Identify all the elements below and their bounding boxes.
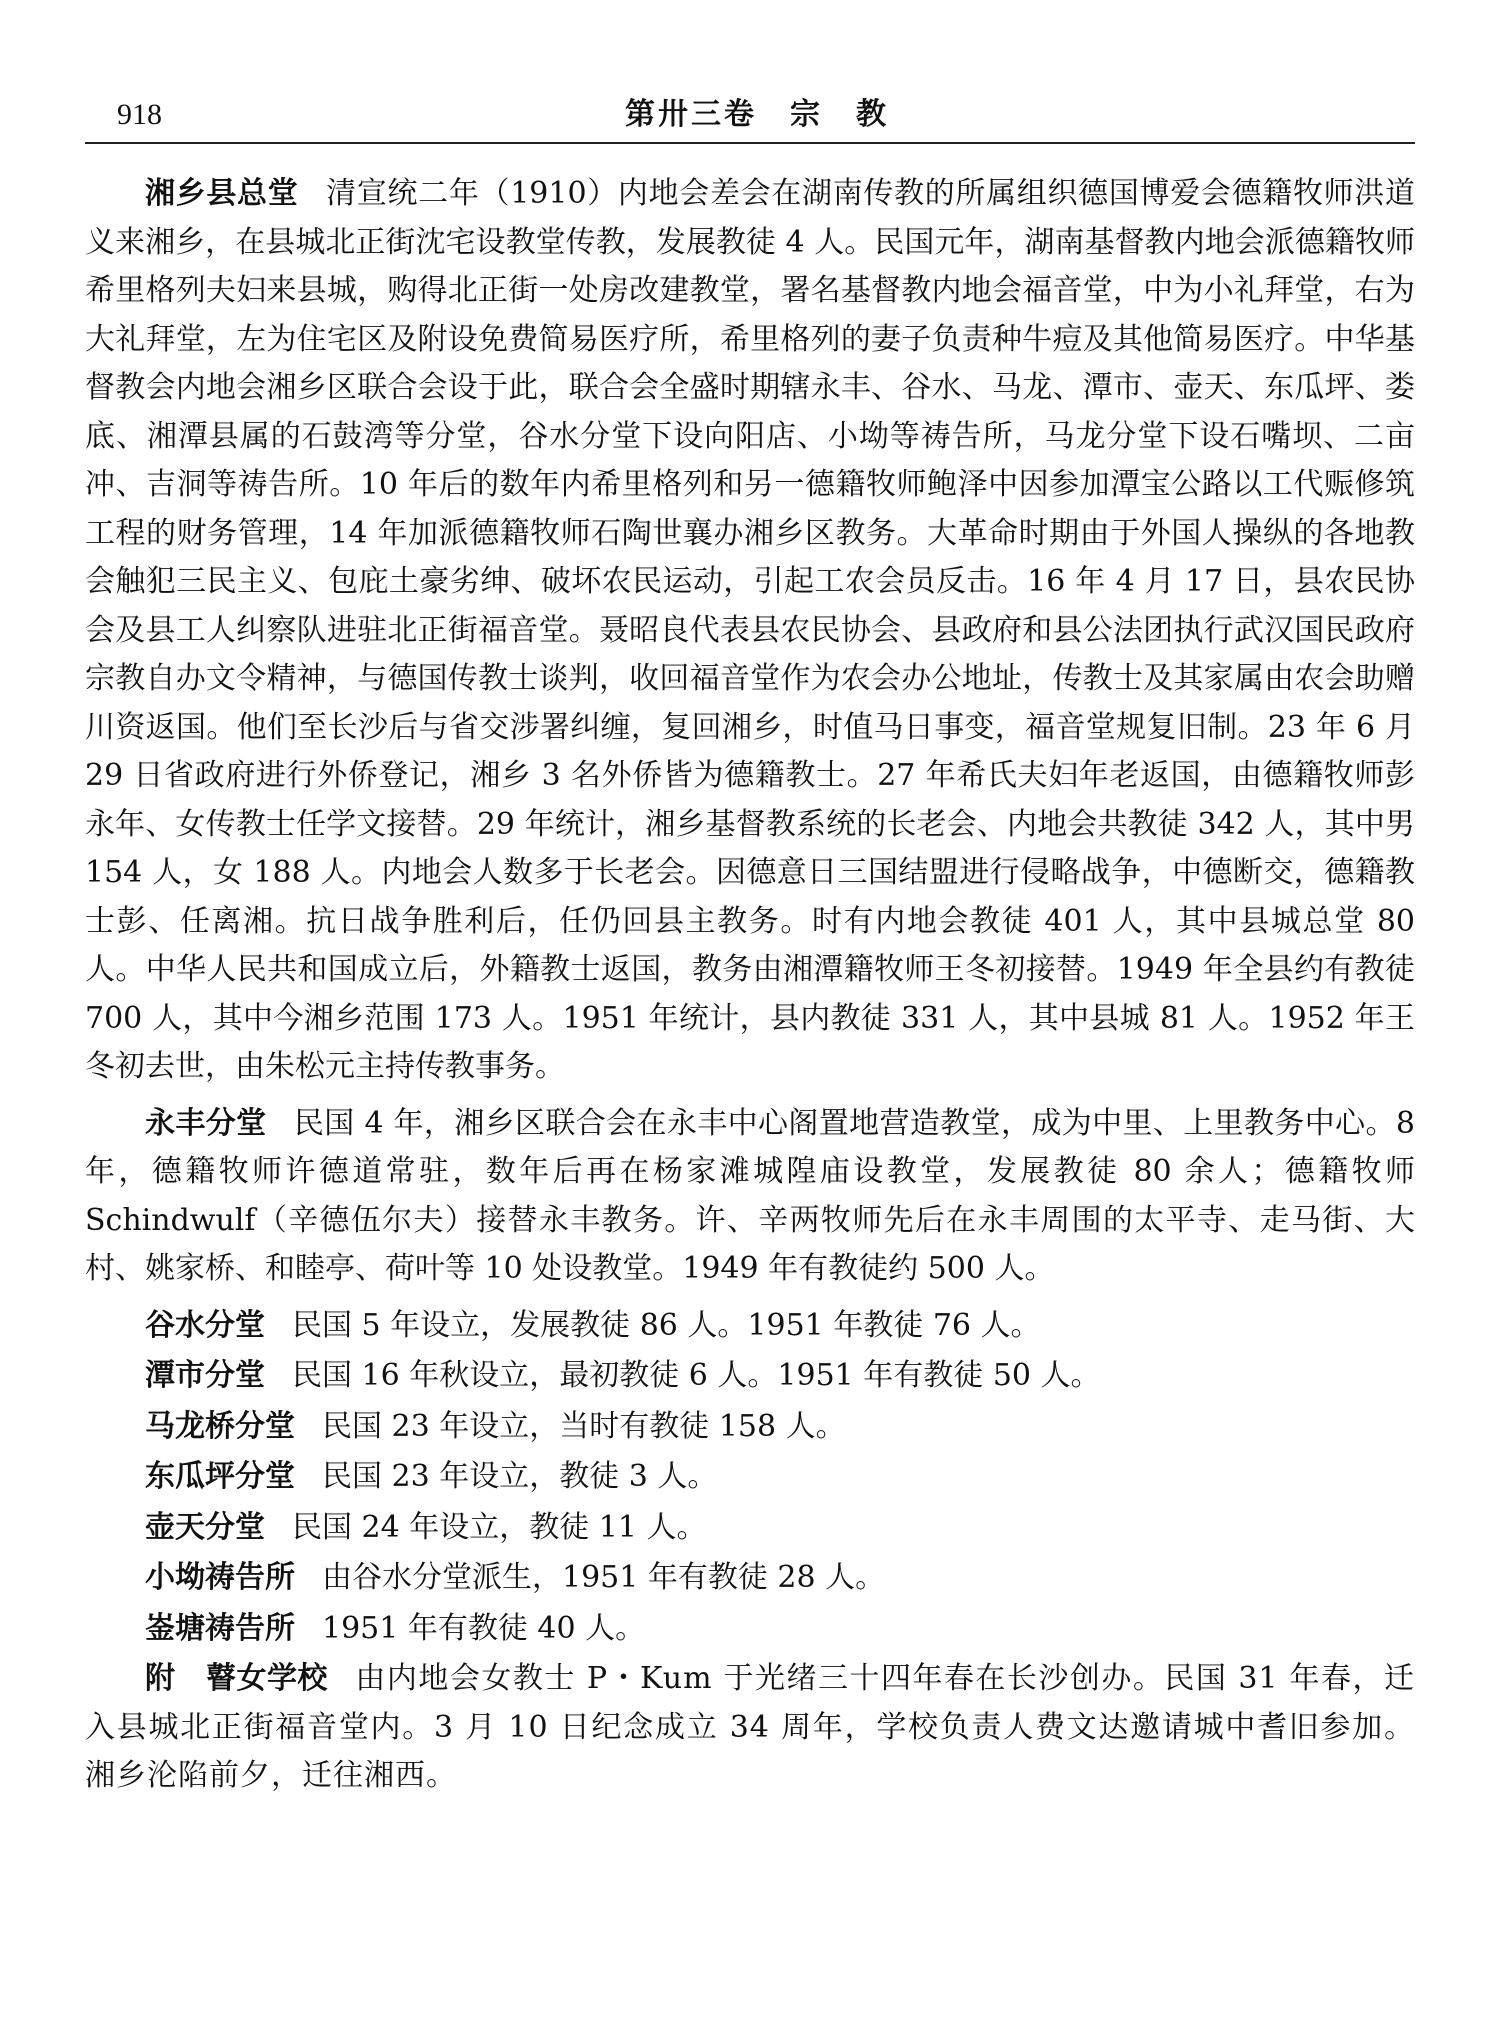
- entry-tanshi-branch: [85, 1352, 1415, 1401]
- entry-xiaoao-prayer-house: [85, 1554, 1415, 1603]
- running-title: 第卅三卷 宗 教: [625, 97, 889, 132]
- entry-blind-girls-school: [85, 1655, 1415, 1801]
- entry-gushui-branch: [85, 1302, 1415, 1351]
- entry-term: 东瓜坪分堂: [145, 1459, 295, 1494]
- entry-body: 1951 年有教徒 40 人。: [322, 1610, 646, 1646]
- entry-term: 谷水分堂: [145, 1307, 265, 1343]
- entry-term: 湘乡县总堂: [145, 176, 299, 211]
- entry-body: 民国 16 年秋设立，最初教徒 6 人。1951 年有教徒 50 人。: [292, 1358, 1101, 1393]
- entry-term: 崟塘祷告所: [145, 1610, 295, 1646]
- entry-body: 民国 24 年设立，教徒 11 人。: [292, 1509, 707, 1545]
- page-body: [85, 170, 1415, 1809]
- entry-xiangxiang-main-church: [85, 170, 1415, 1092]
- entry-body: 民国 4 年，湘乡区联合会在永丰中心阁置地营造教堂，成为中里、上里教务中心。8 年，德籍牧师许德道常驻，数年后再在杨家滩城隍庙设教堂，发展教徒 80 余人；德籍牧师 Schindwulf（辛德伍尔夫）接替永丰教务。许、辛两牧师先后在永丰周围的太平寺、走马街、大村、姚家桥、和睦亭、荷叶等 10 处设教堂。1949 年有教徒约 500 人。: [85, 1105, 1415, 1286]
- entry-term: 马龙桥分堂: [145, 1408, 295, 1444]
- entry-term: 小坳祷告所: [145, 1560, 295, 1595]
- entry-term: 潭市分堂: [145, 1358, 265, 1393]
- entry-term: 壶天分堂: [145, 1509, 265, 1545]
- entry-yongfeng-branch: [85, 1100, 1415, 1294]
- entry-body: 由谷水分堂派生，1951 年有教徒 28 人。: [322, 1560, 886, 1595]
- entry-malongqiao-branch: [85, 1403, 1415, 1452]
- entry-body: 清宣统二年（1910）内地会差会在湖南传教的所属组织德国博爱会德籍牧师洪道义来湘乡，在县城北正街沈宅设教堂传教，发展教徒 4 人。民国元年，湖南基督教内地会派德籍牧师希里格列夫妇来县城，购得北正街一处房改建教堂，署名基督教内地会福音堂，中为小礼拜堂，右为大礼拜堂，左为住宅区及附设免费简易医疗所，希里格列的妻子负责种牛痘及其他简易医疗。中华基督教会内地会湘乡区联合会设于此，联合会全盛时期辖永丰、谷水、马龙、潭市、壶天、东瓜坪、娄底、湘潭县属的石鼓湾等分堂，谷水分堂下设向阳店、小坳等祷告所，马龙分堂下设石嘴坝、二亩冲、吉洞等祷告所。10 年后的数年内希里格列和另一德籍牧师鲍泽中因参加潭宝公路以工代赈修筑工程的财务管理，14 年加派德籍牧师石陶世襄办湘乡区教务。大革命时期由于外国人操纵的各地教会触犯三民主义、包庇土豪劣绅、破坏农民运动，引起工农会员反击。16 年 4 月 17 日，县农民协会及县工人纠察队进驻北正街福音堂。聂昭良代表县农民协会、县政府和县公法团执行武汉国民政府宗教自办文令精神，与德国传教士谈判，收回福音堂作为农会办公地址，传教士及其家属由农会助赠川资返国。他们至长沙后与省交涉署纠缠，复回湘乡，时值马日事变，福音堂规复旧制。23 年 6 月 29 日省政府进行外侨登记，湘乡 3 名外侨皆为德籍教士。27 年希氏夫妇年老返国，由德籍牧师彭永年、女传教士任学文接替。29 年统计，湘乡基督教系统的长老会、内地会共教徒 342 人，其中男 154 人，女 188 人。内地会人数多于长老会。因德意日三国结盟进行侵略战争，中德断交，德籍教士彭、任离湘。抗日战争胜利后，任仍回县主教务。时有内地会教徒 401 人，其中县城总堂 80 人。中华人民共和国成立后，外籍教士返国，教务由湘潭籍牧师王冬初接替。1949 年全县约有教徒 700 人，其中今湘乡范围 173 人。1951 年统计，县内教徒 331 人，其中县城 81 人。1952 年王冬初去世，由朱松元主持传教事务。: [85, 176, 1415, 1084]
- entry-body: 民国 23 年设立，教徒 3 人。: [322, 1459, 718, 1494]
- entry-body: 由内地会女教士 P・Kum 于光绪三十四年春在长沙创办。民国 31 年春，迁入县城北正街福音堂内。3 月 10 日纪念成立 34 周年，学校负责人费文达邀请城中耆旧参加。湘乡沦陷前夕，迁往湘西。: [85, 1661, 1415, 1793]
- entry-dongguaping-branch: [85, 1453, 1415, 1502]
- entry-yintang-prayer-house: [85, 1605, 1415, 1654]
- entry-body: 民国 5 年设立，发展教徒 86 人。1951 年教徒 76 人。: [292, 1307, 1041, 1343]
- entry-body: 民国 23 年设立，当时有教徒 158 人。: [322, 1408, 846, 1444]
- page-number: 918: [117, 98, 162, 131]
- entry-term: 附 瞽女学校: [145, 1661, 328, 1696]
- entry-hutian-branch: [85, 1504, 1415, 1553]
- page-header: [85, 92, 1415, 138]
- entry-term: 永丰分堂: [145, 1105, 267, 1141]
- header-rule: [85, 142, 1415, 144]
